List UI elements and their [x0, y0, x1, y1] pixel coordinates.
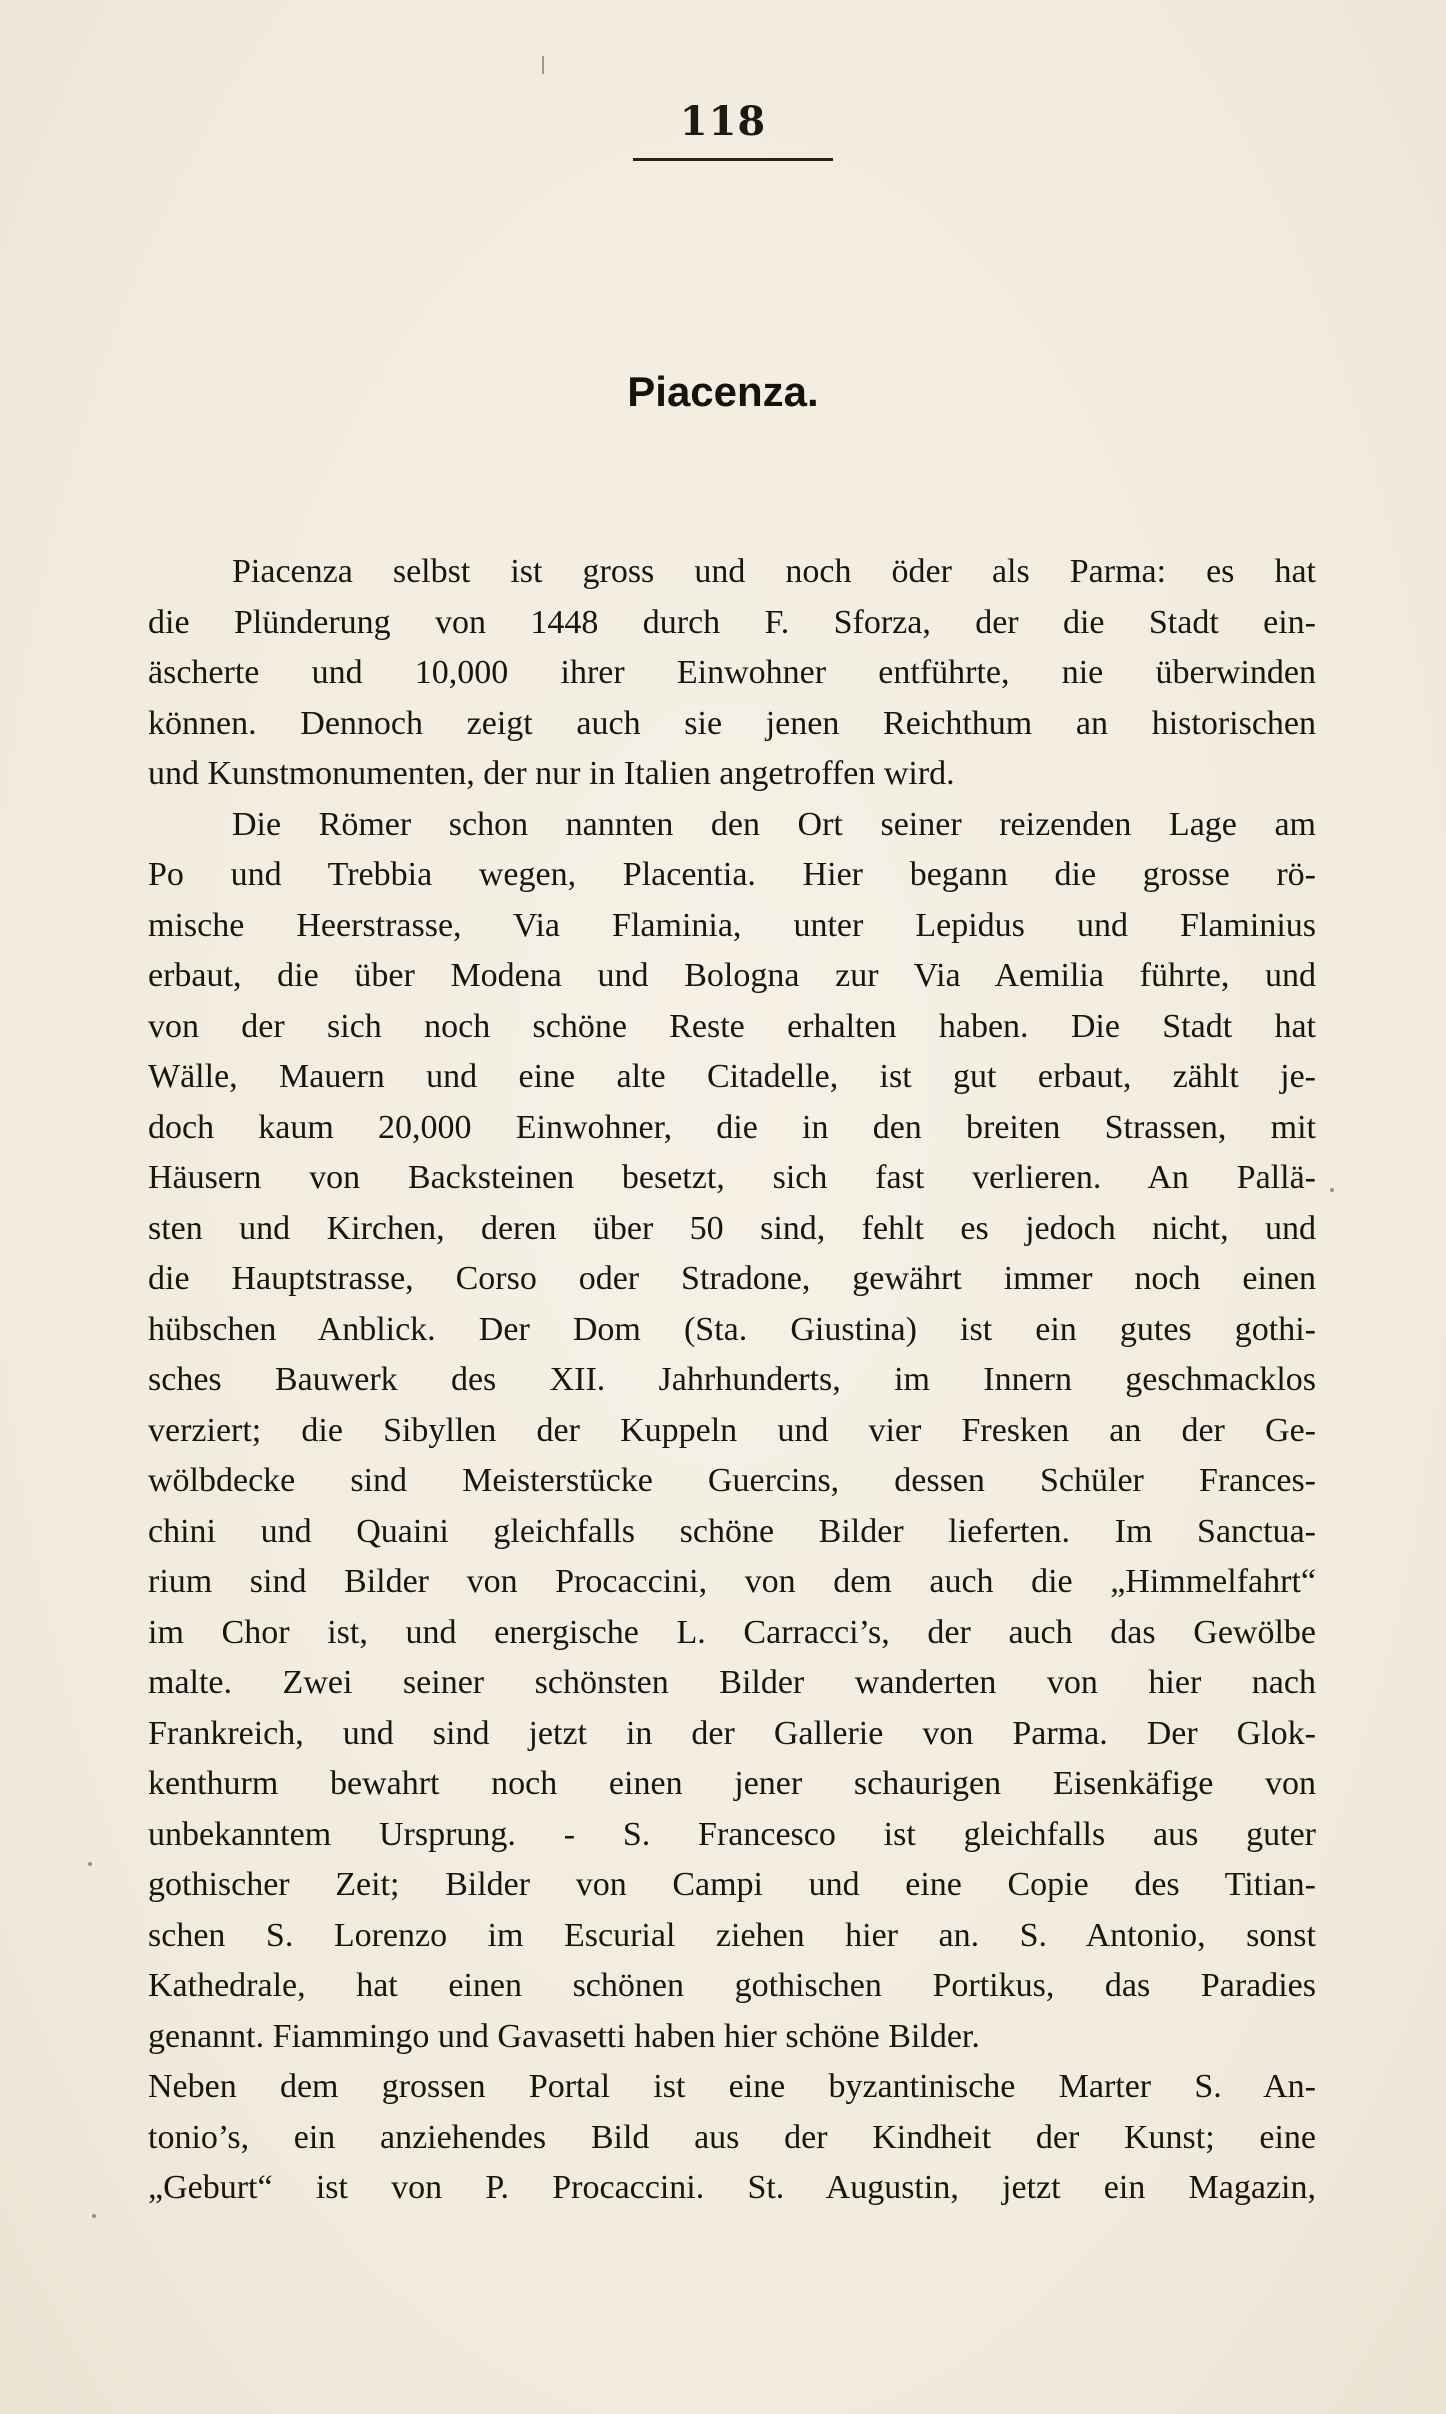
text-line: Piacenza selbst ist gross und noch öder als Parma: es hat: [232, 553, 1316, 590]
text-line: genannt. Fiammingo und Gavasetti haben hier schöne Bilder.: [148, 2017, 980, 2055]
text-line: von der sich noch schöne Reste erhalten haben. Die Stadt hat: [148, 1007, 1316, 1045]
text-line: können. Dennoch zeigt auch sie jenen Reichthum an historischen: [148, 704, 1316, 742]
page-number: 118: [679, 98, 767, 145]
text-line: Die Römer schon nannten den Ort seiner reizenden Lage am: [232, 805, 1316, 843]
text-line: sten und Kirchen, deren über 50 sind, fehlt es jedoch nicht, und: [148, 1209, 1316, 1247]
paper-speck: [88, 1862, 92, 1866]
bleed-through-shadow: [150, 185, 1320, 515]
page-number-rule: [633, 158, 833, 161]
text-line: Frankreich, und sind jetzt in der Gallerie von Parma. Der Glok-: [148, 1714, 1316, 1752]
text-line: chini und Quaini gleichfalls schöne Bilder lieferten. Im Sanctua-: [148, 1512, 1316, 1550]
text-line: äscherte und 10,000 ihrer Einwohner entführte, nie überwinden: [148, 654, 1316, 691]
text-line: „Geburt“ ist von P. Procaccini. St. Augustin, jetzt ein Magazin,: [148, 2169, 1316, 2206]
text-line: Kathedrale, hat einen schönen gothischen Portikus, das Paradies: [148, 1967, 1316, 2004]
text-line: die Hauptstrasse, Corso oder Stradone, gewährt immer noch einen: [148, 1260, 1316, 1297]
text-line: hübschen Anblick. Der Dom (Sta. Giustina) ist ein gutes gothi-: [148, 1310, 1316, 1348]
text-line: gothischer Zeit; Bilder von Campi und eine Copie des Titian-: [148, 1866, 1316, 1903]
paper-speck: [92, 2214, 96, 2218]
text-line: doch kaum 20,000 Einwohner, die in den breiten Strassen, mit: [148, 1108, 1316, 1146]
text-line: kenthurm bewahrt noch einen jener schaurigen Eisenkäfige von: [148, 1765, 1316, 1802]
text-line: rium sind Bilder von Procaccini, von dem auch die „Himmelfahrt“: [148, 1563, 1316, 1600]
text-line: malte. Zwei seiner schönsten Bilder wanderten von hier nach: [148, 1664, 1316, 1701]
stray-ink-mark: [542, 56, 544, 74]
paper-speck: [1330, 1188, 1334, 1192]
text-line: sches Bauwerk des XII. Jahrhunderts, im Innern geschmacklos: [148, 1361, 1316, 1398]
text-line: unbekanntem Ursprung. - S. Francesco ist gleichfalls aus guter: [148, 1815, 1316, 1853]
text-line: und Kunstmonumenten, der nur in Italien angetroffen wird.: [148, 755, 955, 792]
text-line: Häusern von Backsteinen besetzt, sich fast verlieren. An Pallä-: [148, 1159, 1316, 1196]
text-line: schen S. Lorenzo im Escurial ziehen hier an. S. Antonio, sonst: [148, 1916, 1316, 1954]
text-line: die Plünderung von 1448 durch F. Sforza, der die Stadt ein-: [148, 603, 1316, 641]
text-line: mische Heerstrasse, Via Flaminia, unter Lepidus und Flaminius: [148, 906, 1316, 944]
text-line: Neben dem grossen Portal ist eine byzantinische Marter S. An-: [148, 2068, 1316, 2105]
text-line: erbaut, die über Modena und Bologna zur Via Aemilia führte, und: [148, 957, 1316, 994]
chapter-title: Piacenza.: [627, 368, 819, 415]
body-text: [148, 547, 1316, 2214]
text-line: verziert; die Sibyllen der Kuppeln und vier Fresken an der Ge-: [148, 1411, 1316, 1449]
text-line: Wälle, Mauern und eine alte Citadelle, ist gut erbaut, zählt je-: [148, 1058, 1316, 1095]
text-line: Po und Trebbia wegen, Placentia. Hier begann die grosse rö-: [148, 856, 1316, 893]
text-line: im Chor ist, und energische L. Carracci’s, der auch das Gewölbe: [148, 1613, 1316, 1651]
text-line: tonio’s, ein anziehendes Bild aus der Kindheit der Kunst; eine: [148, 2118, 1316, 2156]
text-line: wölbdecke sind Meisterstücke Guercins, dessen Schüler Frances-: [148, 1462, 1316, 1499]
